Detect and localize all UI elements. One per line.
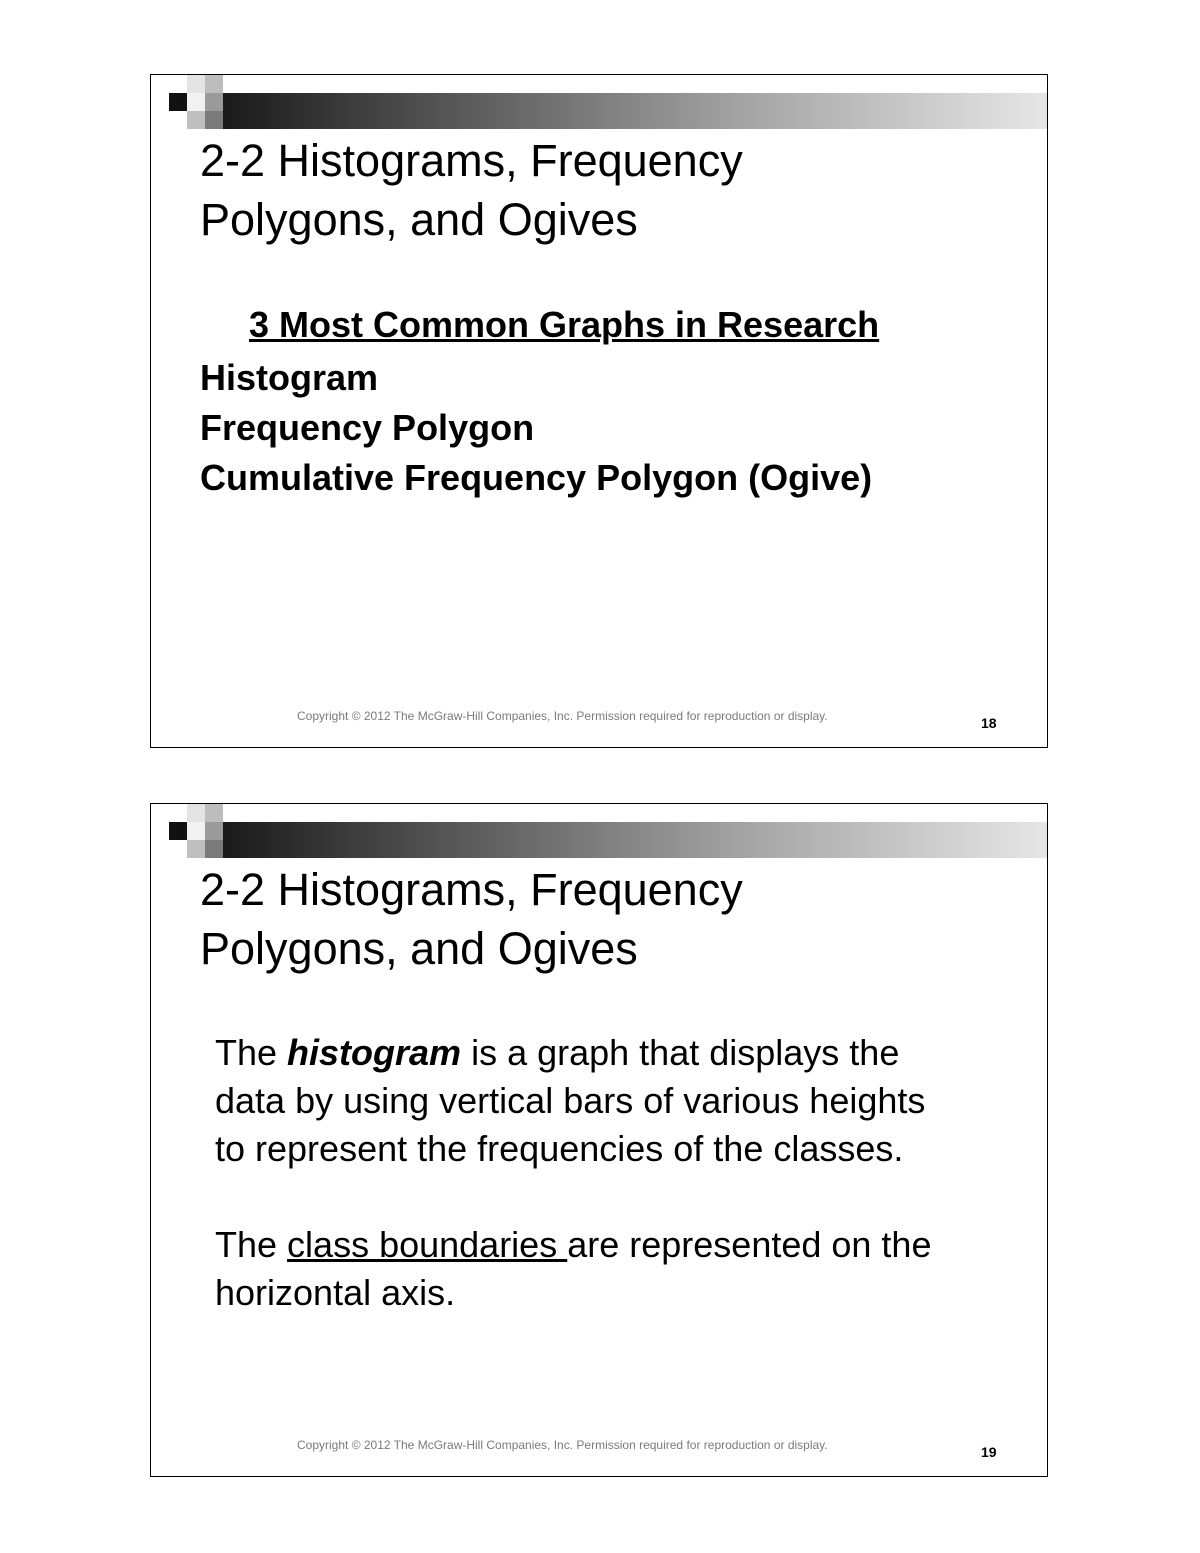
term-histogram: histogram — [287, 1032, 462, 1073]
decorative-square — [205, 822, 223, 840]
decorative-square — [169, 822, 187, 840]
slide-title: 2-2 Histograms, Frequency Polygons, and Ogives — [200, 864, 743, 974]
text-run: The — [215, 1032, 288, 1073]
title-gradient-bar — [223, 93, 1048, 129]
decorative-square — [205, 111, 223, 129]
text-run: The — [215, 1224, 288, 1265]
slide-body — [215, 1029, 935, 1317]
list-item: Histogram — [200, 357, 379, 398]
decorative-square — [205, 840, 223, 858]
text-run: are represented on the horizontal axis. — [215, 1224, 932, 1313]
decorative-square — [187, 804, 205, 822]
decorative-square — [187, 822, 205, 840]
decorative-square — [205, 75, 223, 93]
text-run: is a graph that displays the data by using vertical bars of various heights to represent the frequencies of the classes. — [215, 1032, 926, 1169]
section-heading: 3 Most Common Graphs in Research — [249, 304, 880, 345]
copyright-notice: Copyright © 2012 The McGraw-Hill Companies, Inc. Permission required for reproduction or display. — [297, 1438, 828, 1452]
decorative-square — [205, 93, 223, 111]
page-number: 18 — [981, 715, 997, 731]
list-item: Cumulative Frequency Polygon (Ogive) — [200, 457, 873, 498]
term-class-boundaries: class boundaries — [287, 1224, 568, 1265]
decorative-square — [187, 111, 205, 129]
decorative-square — [187, 75, 205, 93]
slide-title: 2-2 Histograms, Frequency Polygons, and Ogives — [200, 135, 743, 245]
decorative-square — [205, 804, 223, 822]
slide-18 — [150, 74, 1048, 748]
decorative-square — [169, 93, 187, 111]
decorative-square — [187, 93, 205, 111]
list-item: Frequency Polygon — [200, 407, 535, 448]
slide-19 — [150, 803, 1048, 1477]
class-boundaries-note — [215, 1221, 935, 1317]
title-gradient-bar — [223, 822, 1048, 858]
decorative-square — [187, 840, 205, 858]
copyright-notice: Copyright © 2012 The McGraw-Hill Companies, Inc. Permission required for reproduction or display. — [297, 709, 828, 723]
page-number: 19 — [981, 1444, 997, 1460]
graph-type-list — [200, 353, 872, 503]
histogram-definition — [215, 1029, 935, 1173]
